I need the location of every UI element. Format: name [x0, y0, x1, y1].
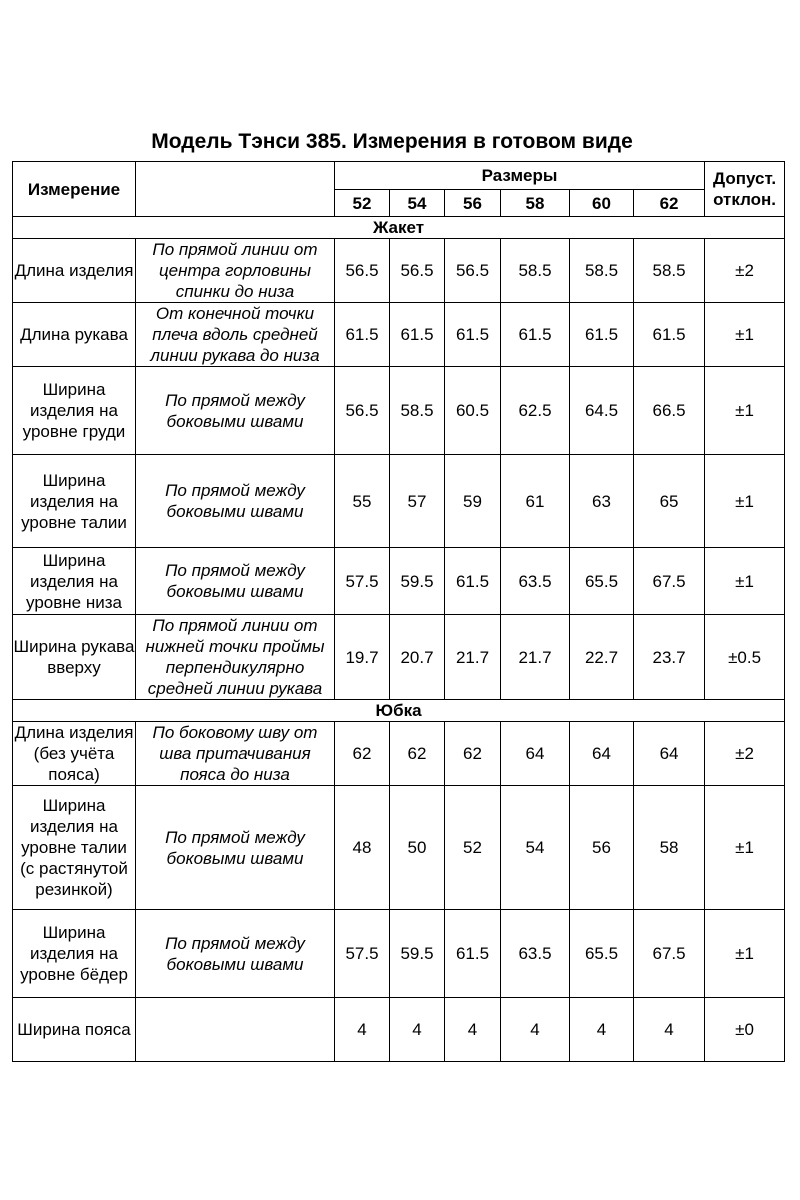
size-value: 64: [501, 722, 570, 786]
size-value: 4: [570, 998, 634, 1062]
table-row: [13, 615, 785, 700]
size-value: 62: [390, 722, 445, 786]
size-value: 55: [335, 455, 390, 548]
size-value: 4: [501, 998, 570, 1062]
section-row: [13, 700, 785, 722]
size-value: 4: [390, 998, 445, 1062]
table-row: [13, 303, 785, 367]
tolerance-value: ±0.5: [705, 615, 785, 700]
table-row: [13, 786, 785, 910]
size-value: 58: [634, 786, 705, 910]
tolerance-value: ±2: [705, 722, 785, 786]
measurement-name: Ширина изделия на уровне груди: [13, 367, 136, 455]
size-value: 20.7: [390, 615, 445, 700]
size-value: 66.5: [634, 367, 705, 455]
size-value: 56.5: [390, 239, 445, 303]
measurement-name: Ширина изделия на уровне низа: [13, 548, 136, 615]
size-header: 62: [634, 190, 705, 217]
size-value: 58.5: [501, 239, 570, 303]
tolerance-value: ±1: [705, 303, 785, 367]
header-row-top: [13, 162, 785, 190]
description-header: [136, 162, 335, 217]
size-value: 61.5: [634, 303, 705, 367]
size-value: 65.5: [570, 910, 634, 998]
size-value: 63.5: [501, 548, 570, 615]
size-value: 21.7: [501, 615, 570, 700]
measurement-name: Ширина изделия на уровне талии: [13, 455, 136, 548]
size-value: 21.7: [445, 615, 501, 700]
table-row: [13, 910, 785, 998]
size-value: 67.5: [634, 548, 705, 615]
size-value: 61.5: [335, 303, 390, 367]
measurement-description: По прямой линии от нижней точки проймы перпендикулярно средней линии рукава: [136, 615, 335, 700]
section-row: [13, 217, 785, 239]
size-value: 67.5: [634, 910, 705, 998]
size-value: 61: [501, 455, 570, 548]
table-row: [13, 722, 785, 786]
size-header: 56: [445, 190, 501, 217]
measurement-description: По прямой между боковыми швами: [136, 455, 335, 548]
measurement-description: По прямой между боковыми швами: [136, 367, 335, 455]
size-value: 65.5: [570, 548, 634, 615]
size-value: 56.5: [335, 367, 390, 455]
table-row: [13, 455, 785, 548]
size-value: 62: [445, 722, 501, 786]
section-title: Жакет: [13, 217, 785, 239]
size-value: 22.7: [570, 615, 634, 700]
size-value: 4: [634, 998, 705, 1062]
measurement-header: Измерение: [13, 162, 136, 217]
size-value: 59.5: [390, 910, 445, 998]
size-value: 59.5: [390, 548, 445, 615]
measurement-name: Длина изделия: [13, 239, 136, 303]
measurement-description: По прямой линии от центра горловины спинки до низа: [136, 239, 335, 303]
size-value: 61.5: [445, 910, 501, 998]
size-value: 61.5: [445, 548, 501, 615]
size-header: 54: [390, 190, 445, 217]
size-value: 57.5: [335, 548, 390, 615]
tolerance-value: ±0: [705, 998, 785, 1062]
size-header: 60: [570, 190, 634, 217]
measurement-name: Ширина изделия на уровне бёдер: [13, 910, 136, 998]
size-value: 57.5: [335, 910, 390, 998]
measurements-table: [12, 161, 785, 1062]
tolerance-value: ±2: [705, 239, 785, 303]
measurement-description: По прямой между боковыми швами: [136, 548, 335, 615]
sizes-header: Размеры: [335, 162, 705, 190]
tolerance-header: Допуст. отклон.: [705, 162, 785, 217]
tolerance-value: ±1: [705, 786, 785, 910]
measurement-name: Ширина изделия на уровне талии (с растянутой резинкой): [13, 786, 136, 910]
section-title: Юбка: [13, 700, 785, 722]
size-value: 58.5: [390, 367, 445, 455]
size-header: 52: [335, 190, 390, 217]
size-value: 54: [501, 786, 570, 910]
size-value: 23.7: [634, 615, 705, 700]
size-value: 62: [335, 722, 390, 786]
measurement-description: По боковому шву от шва притачивания пояса до низа: [136, 722, 335, 786]
table-row: [13, 548, 785, 615]
page-title: Модель Тэнси 385. Измерения в готовом виде: [151, 130, 633, 153]
table-row: [13, 367, 785, 455]
measurement-name: Длина рукава: [13, 303, 136, 367]
table-row: [13, 239, 785, 303]
measurement-name: Ширина рукава вверху: [13, 615, 136, 700]
measurement-description: [136, 998, 335, 1062]
size-value: 4: [335, 998, 390, 1062]
measurement-description: От конечной точки плеча вдоль средней линии рукава до низа: [136, 303, 335, 367]
size-value: 64: [634, 722, 705, 786]
size-value: 52: [445, 786, 501, 910]
size-value: 64: [570, 722, 634, 786]
size-value: 19.7: [335, 615, 390, 700]
table-row: [13, 998, 785, 1062]
size-value: 59: [445, 455, 501, 548]
size-value: 61.5: [570, 303, 634, 367]
size-value: 63: [570, 455, 634, 548]
size-value: 4: [445, 998, 501, 1062]
size-value: 56.5: [335, 239, 390, 303]
measurement-description: По прямой между боковыми швами: [136, 786, 335, 910]
size-value: 60.5: [445, 367, 501, 455]
tolerance-value: ±1: [705, 548, 785, 615]
tolerance-value: ±1: [705, 910, 785, 998]
size-value: 58.5: [634, 239, 705, 303]
tolerance-value: ±1: [705, 367, 785, 455]
measurement-description: По прямой между боковыми швами: [136, 910, 335, 998]
size-value: 65: [634, 455, 705, 548]
size-header: 58: [501, 190, 570, 217]
size-value: 56.5: [445, 239, 501, 303]
measurement-name: Ширина пояса: [13, 998, 136, 1062]
size-value: 57: [390, 455, 445, 548]
tolerance-value: ±1: [705, 455, 785, 548]
size-value: 61.5: [501, 303, 570, 367]
size-value: 64.5: [570, 367, 634, 455]
size-value: 56: [570, 786, 634, 910]
size-value: 61.5: [390, 303, 445, 367]
size-value: 61.5: [445, 303, 501, 367]
size-value: 50: [390, 786, 445, 910]
size-value: 62.5: [501, 367, 570, 455]
size-value: 48: [335, 786, 390, 910]
measurement-name: Длина изделия (без учёта пояса): [13, 722, 136, 786]
size-value: 58.5: [570, 239, 634, 303]
size-value: 63.5: [501, 910, 570, 998]
